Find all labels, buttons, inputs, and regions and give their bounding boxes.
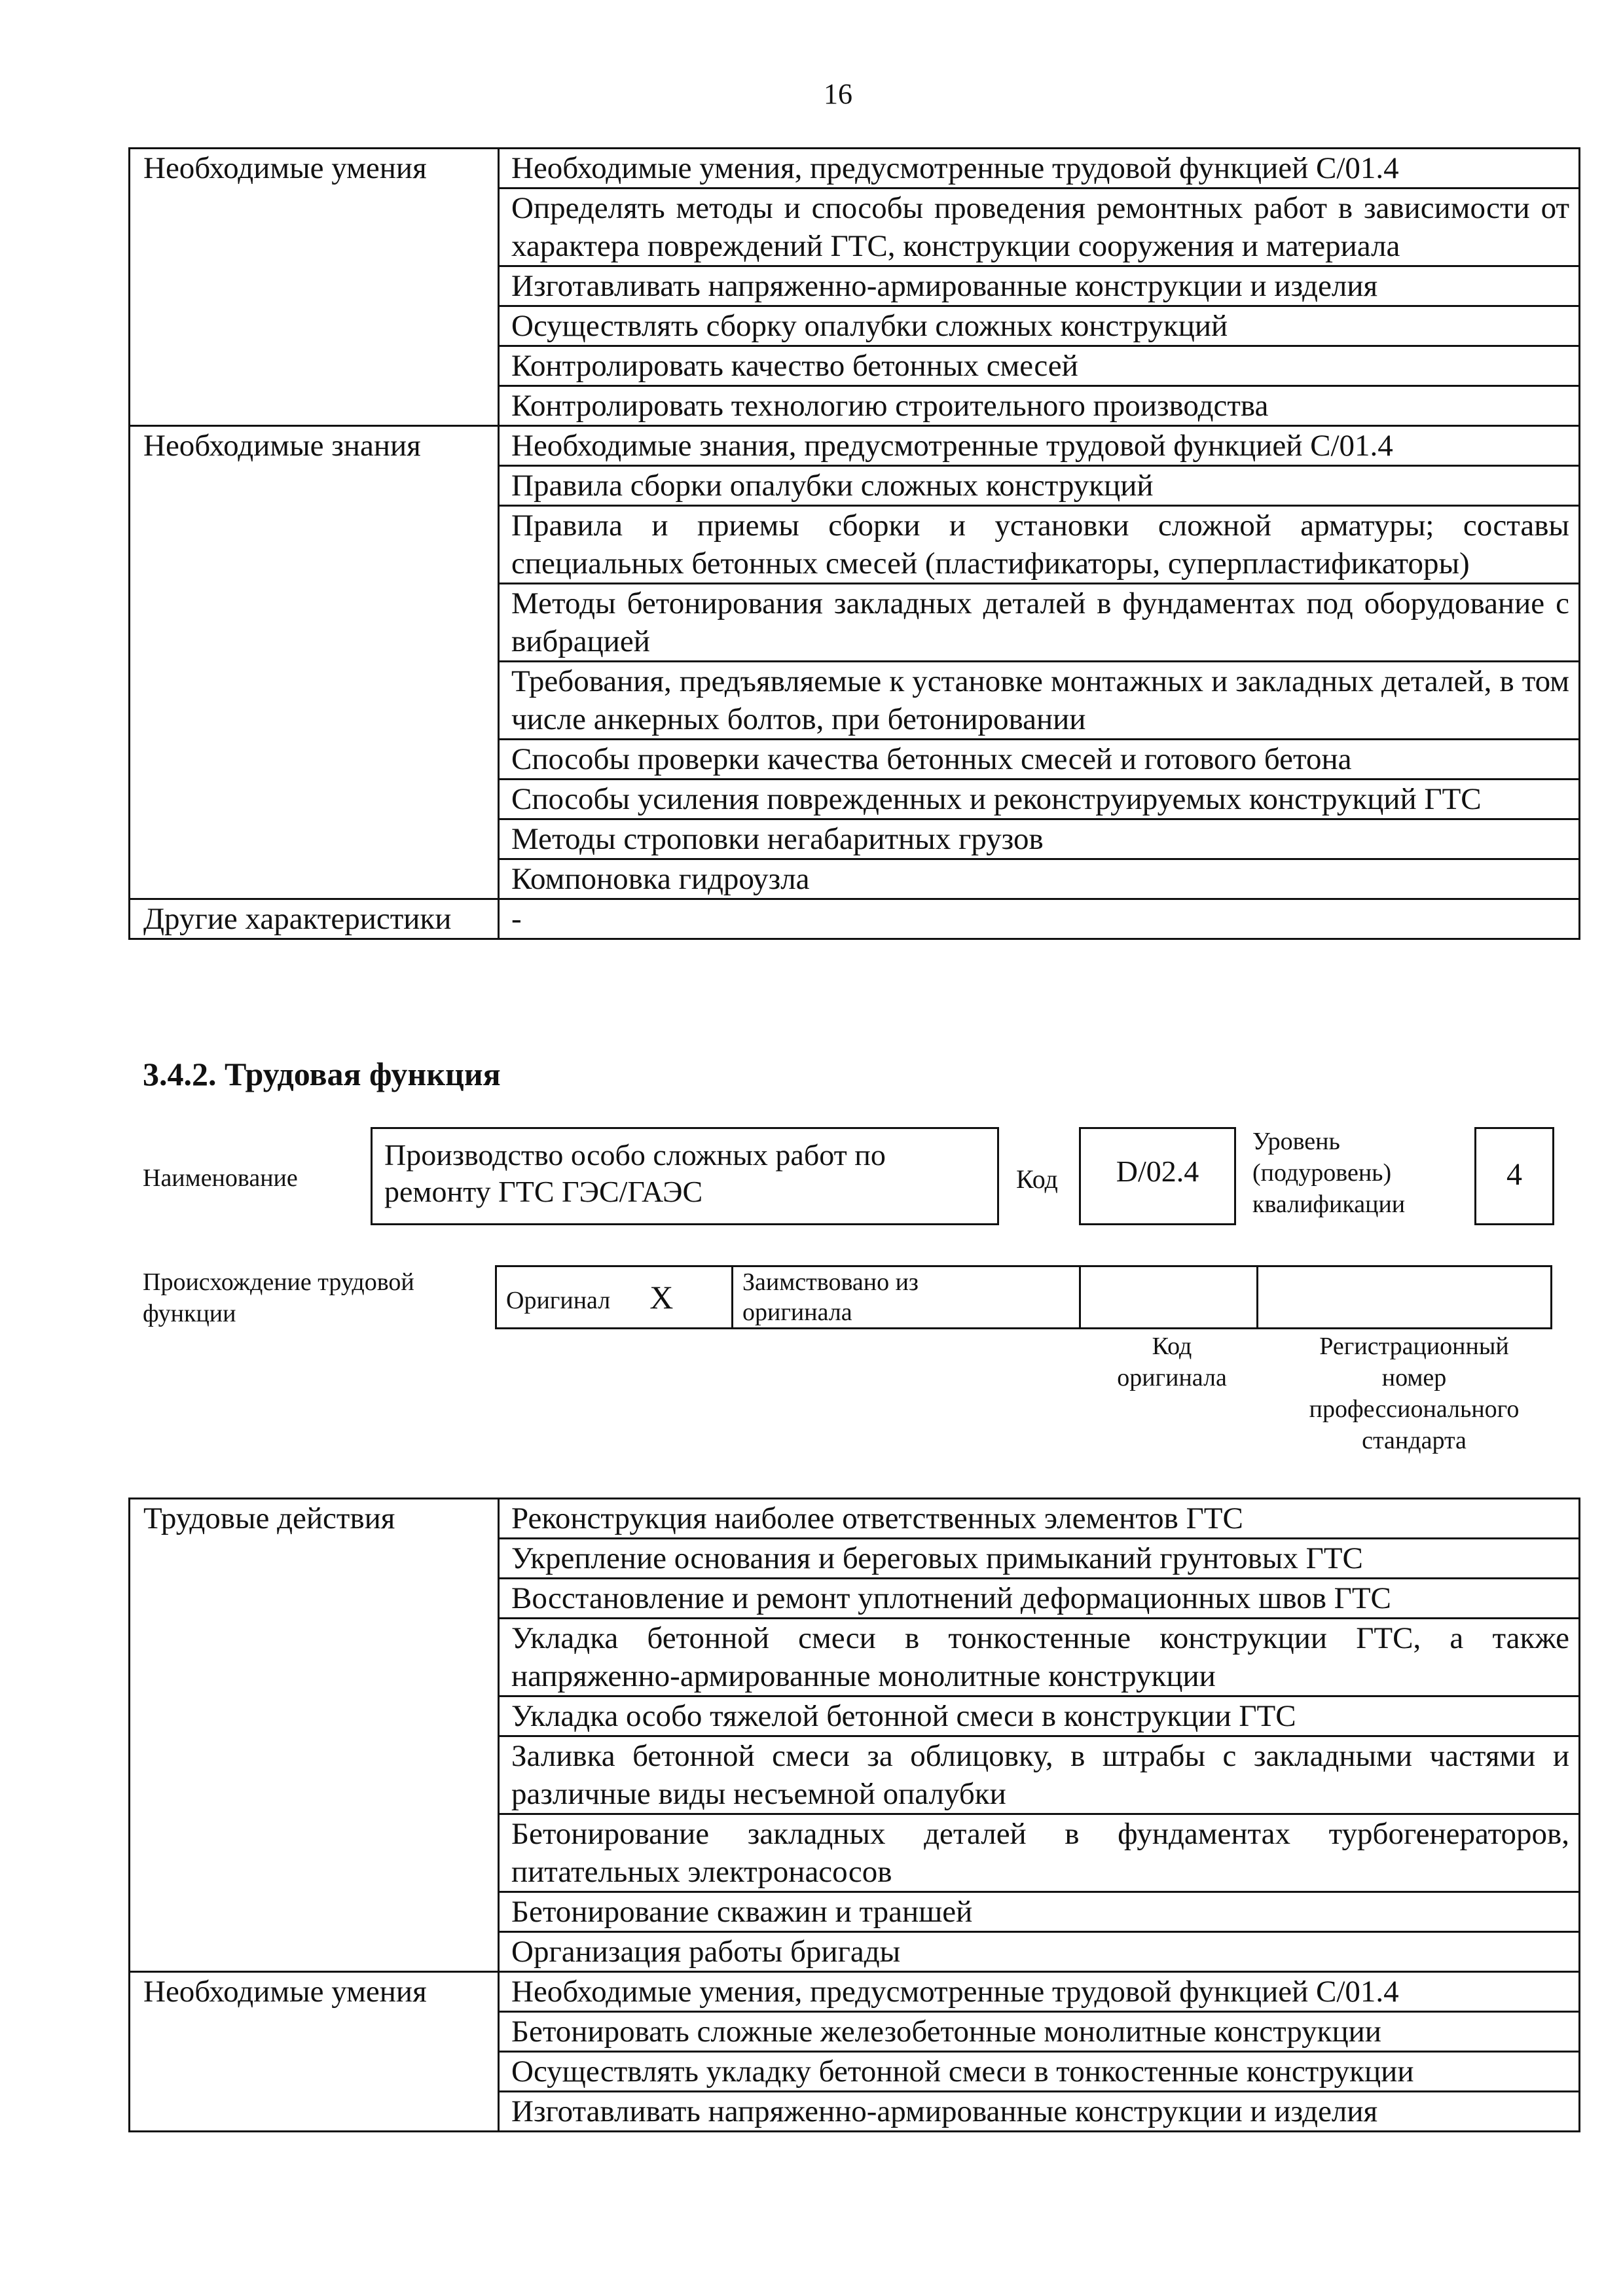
code-label: Код: [1016, 1164, 1058, 1194]
reg-number-caption: [1270, 1331, 1558, 1456]
table-cell: Осуществлять сборку опалубки сложных конструкций: [499, 306, 1580, 346]
level-label-line3: квалификации: [1252, 1191, 1406, 1218]
level-label-line2: (подуровень): [1252, 1159, 1392, 1187]
table-cell: Необходимые умения, предусмотренные трудовой функцией C/01.4: [499, 149, 1580, 188]
table-row: [130, 1499, 1580, 1539]
section-title: 3.4.2. Трудовая функция: [143, 1056, 501, 1092]
caption1-line1: Код: [1152, 1333, 1192, 1360]
table-cell: Реконструкция наиболее ответственных элементов ГТС: [499, 1499, 1580, 1539]
table-cell: Контролировать технологию строительного производства: [499, 386, 1580, 426]
name-label: Наименование: [143, 1164, 298, 1192]
table-cell: Восстановление и ремонт уплотнений деформационных швов ГТС: [499, 1579, 1580, 1619]
caption2-line4: стандарта: [1362, 1427, 1467, 1454]
table-cell: Изготавливать напряженно-армированные конструкции и изделия: [499, 2092, 1580, 2132]
table-cell: Бетонирование скважин и траншей: [499, 1892, 1580, 1932]
table-cell: Способы проверки качества бетонных смесей и готового бетона: [499, 740, 1580, 780]
borrowed-line2: оригинала: [742, 1299, 852, 1326]
table-cell: Определять методы и способы проведения ремонтных работ в зависимости от характера повреждений ГТС, конструкции сооружения и материала: [499, 188, 1580, 266]
table-cell: Укладка бетонной смеси в тонкостенные конструкции ГТС, а также напряженно-армированные монолитные конструкции: [499, 1619, 1580, 1696]
borrowed-line1: Заимствовано из: [742, 1268, 919, 1296]
table-cell: Необходимые знания, предусмотренные трудовой функцией C/01.4: [499, 426, 1580, 466]
table-cell: Необходимые умения, предусмотренные трудовой функцией C/01.4: [499, 1972, 1580, 2012]
row-label: Необходимые умения: [130, 149, 499, 426]
table-row: [130, 1972, 1580, 2012]
caption1-line2: оригинала: [1117, 1364, 1227, 1391]
original-label: Оригинал: [506, 1287, 611, 1314]
level-label-line1: Уровень: [1252, 1128, 1340, 1155]
requirements-table-1: [128, 147, 1580, 940]
reg-number-cell: [1258, 1266, 1552, 1329]
table-cell: Изготавливать напряженно-армированные конструкции и изделия: [499, 266, 1580, 306]
table-cell: -: [499, 899, 1580, 939]
page-number: 16: [824, 78, 852, 110]
table-cell: Укладка особо тяжелой бетонной смеси в конструкции ГТС: [499, 1696, 1580, 1736]
row-label: Необходимые знания: [130, 426, 499, 899]
table-cell: Укрепление основания и береговых примыканий грунтовых ГТС: [499, 1539, 1580, 1579]
table-row: [130, 149, 1580, 188]
table-cell: Правила и приемы сборки и установки сложной арматуры; составы специальных бетонных смесей (пластификаторы, суперпластификаторы): [499, 506, 1580, 584]
table-cell: Требования, предъявляемые к установке монтажных и закладных деталей, в том числе анкерных болтов, при бетонировании: [499, 662, 1580, 740]
original-code-cell: [1080, 1266, 1258, 1329]
original-mark: X: [649, 1279, 674, 1316]
caption2-line1: Регистрационный: [1319, 1333, 1509, 1360]
original-code-caption: [1087, 1331, 1257, 1393]
table-cell: Правила сборки опалубки сложных конструкций: [499, 466, 1580, 506]
qualification-level-box: 4: [1474, 1127, 1554, 1225]
table-row: [130, 426, 1580, 466]
qualification-level-label: [1252, 1126, 1405, 1220]
row-label: Необходимые умения: [130, 1972, 499, 2132]
table-cell: Компоновка гидроузла: [499, 859, 1580, 899]
caption2-line3: профессионального: [1309, 1395, 1520, 1423]
table-cell: Способы усиления поврежденных и реконструируемых конструкций ГТС: [499, 780, 1580, 819]
origin-label-line2: функции: [143, 1300, 236, 1327]
row-label: Трудовые действия: [130, 1499, 499, 1972]
table-cell: Методы строповки негабаритных грузов: [499, 819, 1580, 859]
origin-label-line1: Происхождение трудовой: [143, 1268, 414, 1296]
requirements-table-2: [128, 1498, 1580, 2132]
origin-label: [143, 1266, 414, 1329]
table-cell: Организация работы бригады: [499, 1932, 1580, 1972]
table-cell: Методы бетонирования закладных деталей в фундаментах под оборудование с вибрацией: [499, 584, 1580, 662]
origin-table: [495, 1265, 1552, 1329]
caption2-line2: номер: [1381, 1364, 1447, 1391]
origin-original-cell: [496, 1266, 733, 1329]
table-cell: Контролировать качество бетонных смесей: [499, 346, 1580, 386]
row-label: Другие характеристики: [130, 899, 499, 939]
table-cell: Осуществлять укладку бетонной смеси в тонкостенные конструкции: [499, 2052, 1580, 2092]
table-cell: Заливка бетонной смеси за облицовку, в штрабы с закладными частями и различные виды несъемной опалубки: [499, 1736, 1580, 1814]
table-row: [130, 899, 1580, 939]
function-name-box: Производство особо сложных работ по ремонту ГТС ГЭС/ГАЭС: [371, 1127, 999, 1225]
function-code-box: D/02.4: [1079, 1127, 1236, 1225]
borrowed-label: [733, 1266, 1080, 1329]
table-cell: Бетонировать сложные железобетонные монолитные конструкции: [499, 2012, 1580, 2052]
table-cell: Бетонирование закладных деталей в фундаментах турбогенераторов, питательных электронасосов: [499, 1814, 1580, 1892]
